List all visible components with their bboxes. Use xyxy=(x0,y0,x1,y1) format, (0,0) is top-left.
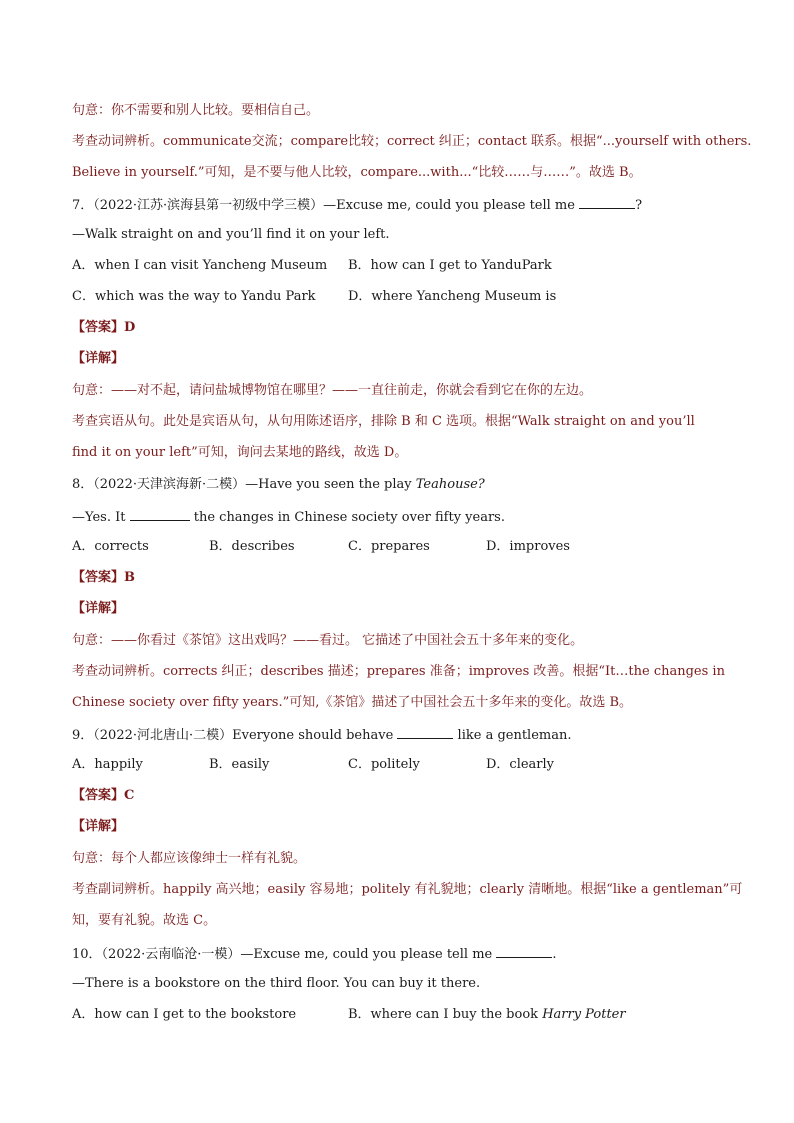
q8-option-c: C．prepares xyxy=(348,539,430,554)
q9-option-b: B．easily xyxy=(209,757,270,772)
q7-stem xyxy=(72,195,732,215)
q7-analysis-line1: 考查宾语从句。此处是宾语从句，从句用陈述语序，排除 B 和 C 选项。根据“Walk straight on and you’ll xyxy=(72,414,695,429)
q7-blank xyxy=(579,195,635,209)
q7-reply: —Walk straight on and you’ll find it on your left. xyxy=(72,227,390,242)
q7-meaning: 句意：——对不起，请问盐城博物馆在哪里？——一直往前走，你就会看到它在你的左边。 xyxy=(72,383,593,398)
q7-option-a: A．when I can visit Yancheng Museum xyxy=(72,258,328,273)
q7-option-c: C．which was the way to Yandu Park xyxy=(72,289,316,304)
q8-stem-text: 8．（2022·天津滨海新·二模）—Have you seen the play xyxy=(72,477,412,492)
q7-stem-text: 7．（2022·江苏·滨海县第一初级中学三模）—Excuse me, could you please tell me xyxy=(72,198,575,213)
q9-blank xyxy=(397,725,453,739)
q9-option-d: D．clearly xyxy=(486,757,555,772)
q7-answer: 【答案】D xyxy=(72,320,136,335)
q7-stem-end: ? xyxy=(635,198,643,213)
q7-option-d: D．where Yancheng Museum is xyxy=(348,289,557,304)
q8-reply-start: —Yes. It xyxy=(72,510,126,525)
q8-meaning: 句意：——你看过《茶馆》这出戏吗？——看过。 它描述了中国社会五十多年来的变化。 xyxy=(72,633,584,648)
q10-option-a: A．how can I get to the bookstore xyxy=(72,1007,297,1022)
q8-option-a: A．corrects xyxy=(72,539,149,554)
q8-detail-label: 【详解】 xyxy=(72,601,125,616)
q7-option-b: B．how can I get to YanduPark xyxy=(348,258,552,273)
q10-option-b-text: B．where can I buy the book xyxy=(348,1007,539,1022)
q8-answer: 【答案】B xyxy=(72,570,135,585)
q8-blank xyxy=(130,507,190,521)
q9-option-a: A．happily xyxy=(72,757,143,772)
q8-option-d: D．improves xyxy=(486,539,570,554)
q6-analysis-line2: Believe in yourself.”可知，是不要与他人比较，compare...with...“比较……与……”。故选 B。 xyxy=(72,165,642,180)
q9-analysis-line1: 考查副词辨析。happily 高兴地；easily 容易地；politely 有礼貌地；clearly 清晰地。根据“like a gentleman”可 xyxy=(72,882,743,897)
q9-answer: 【答案】C xyxy=(72,788,135,803)
q9-option-c: C．politely xyxy=(348,757,420,772)
q9-stem xyxy=(72,725,732,745)
q9-analysis-line2: 知，要有礼貌。故选 C。 xyxy=(72,913,217,928)
q9-detail-label: 【详解】 xyxy=(72,819,125,834)
q8-option-b: B．describes xyxy=(209,539,295,554)
q10-option-b-title: Harry Potter xyxy=(542,1007,626,1022)
q10-blank xyxy=(496,944,552,958)
q7-detail-label: 【详解】 xyxy=(72,351,125,366)
q9-stem-end: like a gentleman. xyxy=(457,728,572,743)
q6-meaning: 句意：你不需要和别人比较。要相信自己。 xyxy=(72,103,320,118)
q9-stem-text: 9．（2022·河北唐山·二模）Everyone should behave xyxy=(72,728,394,743)
q6-analysis-line1: 考查动词辨析。communicate交流；compare比较；correct 纠正；contact 联系。根据“...yourself with others. xyxy=(72,134,752,149)
q10-reply: —There is a bookstore on the third floor. You can buy it there. xyxy=(72,976,481,991)
q8-analysis-line1: 考查动词辨析。corrects 纠正；describes 描述；prepares 准备；improves 改善。根据“It…the changes in xyxy=(72,664,725,679)
q8-reply-end: the changes in Chinese society over fifty years. xyxy=(193,510,505,525)
q10-stem-end: . xyxy=(552,947,557,962)
q10-stem xyxy=(72,944,732,964)
q8-reply xyxy=(72,507,732,527)
q9-meaning: 句意：每个人都应该像绅士一样有礼貌。 xyxy=(72,851,307,866)
q8-play-title: Teahouse? xyxy=(415,477,485,492)
q10-stem-text: 10．（2022·云南临沧·一模）—Excuse me, could you please tell me xyxy=(72,947,493,962)
q8-stem xyxy=(72,476,732,494)
q8-analysis-line2: Chinese society over fifty years.”可知,《茶馆》描述了中国社会五十多年来的变化。故选 B。 xyxy=(72,695,633,710)
q10-option-b xyxy=(348,1006,626,1024)
q7-analysis-line2: find it on your left”可知，询问去某地的路线，故选 D。 xyxy=(72,445,408,460)
